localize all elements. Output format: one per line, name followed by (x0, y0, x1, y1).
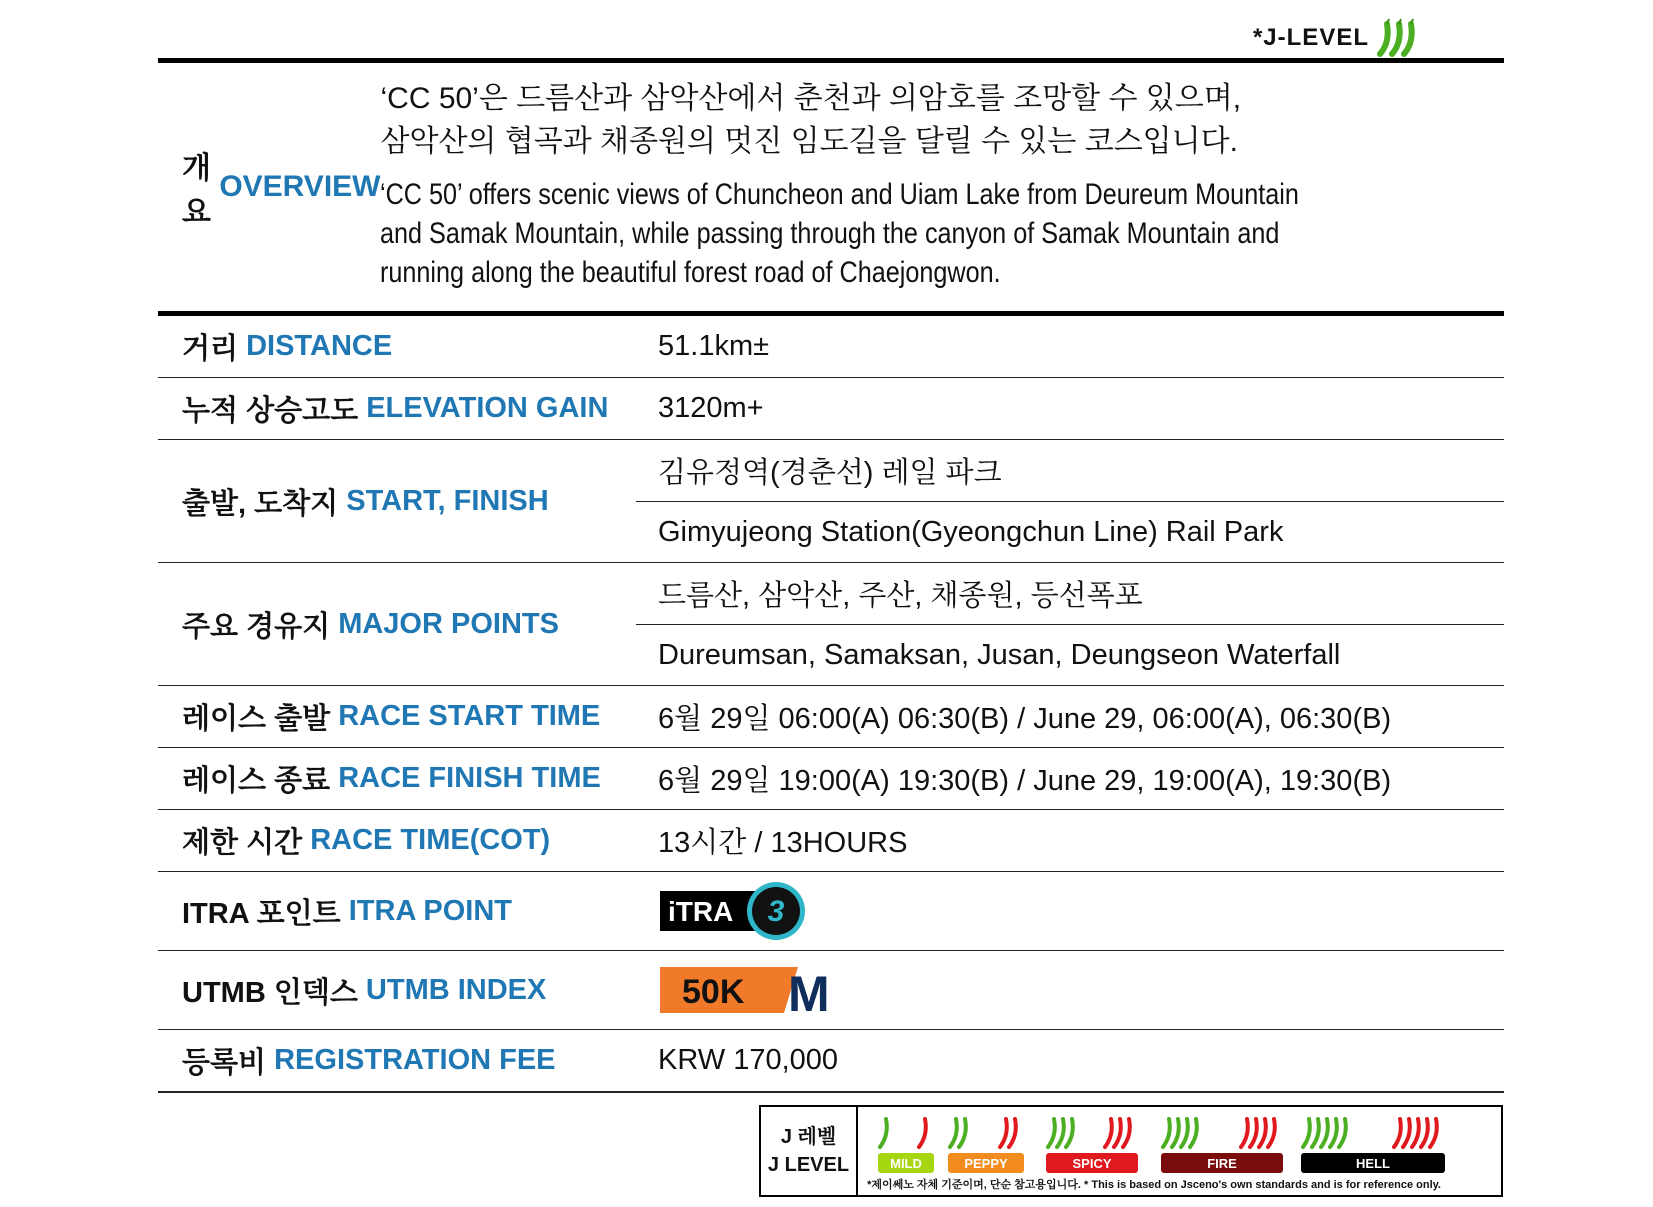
overview-label (158, 63, 380, 311)
fee-label: 등록비 REGISTRATION FEE (182, 1044, 556, 1079)
utmb-badge (636, 963, 1504, 1017)
j-level-legend (759, 1105, 1503, 1197)
overview-ko-line2: 삼악산의 협곡과 채종원의 멋진 임도길을 달릴 수 있는 코스입니다. (380, 125, 1238, 158)
distance-label: 거리 DISTANCE (182, 330, 393, 365)
pepper-icon (1046, 1113, 1138, 1151)
utmb-row (158, 951, 1504, 1030)
time-limit-row (158, 810, 1504, 872)
elevation-row (158, 378, 1504, 440)
utmb-logo (658, 963, 848, 1017)
j-level-header (1253, 18, 1421, 58)
race-finish-label: 레이스 종료 RACE FINISH TIME (182, 762, 601, 797)
level-spicy (1046, 1113, 1138, 1173)
j-level-label: *J-LEVEL (1252, 24, 1369, 51)
itra-logo (658, 879, 808, 943)
level-tag: SPICY (1046, 1153, 1138, 1173)
overview-text (380, 63, 1630, 311)
major-points-value-ko: 드름산, 삼악산, 주산, 채종원, 등선폭포 (658, 580, 1143, 612)
distance-row (158, 316, 1504, 378)
legend-title-en: J LEVEL (767, 1154, 850, 1176)
major-points-label: 주요 경유지 MAJOR POINTS (182, 607, 559, 643)
elevation-value: 3120m+ (658, 392, 764, 424)
utmb-label: UTMB 인덱스 UTMB INDEX (182, 973, 547, 1009)
race-finish-value: 6월 29일 19:00(A) 19:30(B) / June 29, 19:00(A), 19:30(B) (658, 765, 1392, 797)
race-finish-row (158, 748, 1504, 810)
race-info-sheet (158, 58, 1504, 1093)
legend-title-ko: J 레벨 (780, 1126, 837, 1148)
distance-value: 51.1km± (658, 330, 770, 362)
pepper-icon (948, 1113, 1024, 1151)
race-start-row (158, 686, 1504, 748)
level-tag: PEPPY (948, 1153, 1024, 1173)
utmb-m-letter: M (788, 966, 830, 1017)
level-hell (1301, 1113, 1445, 1173)
itra-badge (636, 879, 1504, 943)
race-start-value: 6월 29일 06:00(A) 06:30(B) / June 29, 06:00(A), 06:30(B) (658, 703, 1392, 735)
peppers-icon (1377, 18, 1421, 58)
overview-ko-line1: ‘CC 50’은 드름산과 삼악산에서 춘천과 의암호를 조망할 수 있으며, (380, 82, 1242, 115)
itra-label: ITRA 포인트 ITRA POINT (182, 894, 513, 930)
level-tag: HELL (1301, 1153, 1445, 1173)
overview-en-line2: and Samak Mountain, while passing through the canyon of Samak Mountain and (380, 217, 1280, 250)
legend-title (761, 1107, 858, 1195)
pepper-icon (878, 1113, 934, 1151)
overview-row (158, 63, 1504, 311)
level-mild (878, 1113, 934, 1173)
start-finish-value-en: Gimyujeong Station(Gyeongchun Line) Rail Park (636, 501, 1504, 562)
itra-points: 3 (767, 895, 785, 928)
overview-label-en: OVERVIEW (219, 170, 381, 203)
time-limit-label: 제한 시간 RACE TIME(COT) (182, 824, 551, 859)
legend-footnote: *제이쎄노 자체 기준이며, 단순 참고용입니다. * This is based on Jsceno's own standards and is for reference only. (867, 1179, 1441, 1191)
major-points-value-en: Dureumsan, Samaksan, Jusan, Deungseon Waterfall (636, 624, 1504, 685)
overview-en-line3: running along the beautiful forest road of Chaejongwon. (380, 256, 1002, 289)
level-fire (1161, 1113, 1283, 1173)
start-finish-row (158, 440, 1504, 563)
race-start-label: 레이스 출발 RACE START TIME (182, 700, 601, 735)
overview-en-line1: ‘CC 50’ offers scenic views of Chuncheon and Uiam Lake from Deureum Mountain (380, 178, 1300, 211)
level-peppy (948, 1113, 1024, 1173)
itra-row (158, 872, 1504, 951)
pepper-icon (1301, 1113, 1445, 1151)
itra-badge-text: iTRA (668, 896, 734, 927)
start-finish-value-ko: 김유정역(경춘선) 레일 파크 (658, 457, 1002, 489)
pepper-icon (1161, 1113, 1283, 1151)
legend-levels (858, 1107, 1501, 1195)
elevation-label: 누적 상승고도 ELEVATION GAIN (182, 392, 609, 427)
time-limit-value: 13시간 / 13HOURS (658, 827, 908, 859)
level-tag: FIRE (1161, 1153, 1283, 1173)
major-points-row (158, 563, 1504, 686)
utmb-badge-text: 50K (682, 973, 745, 1011)
overview-label-ko: 개요 (182, 152, 211, 229)
level-tag: MILD (878, 1153, 934, 1173)
start-finish-label: 출발, 도착지 START, FINISH (182, 484, 549, 520)
fee-value: KRW 170,000 (658, 1044, 839, 1076)
fee-row (158, 1030, 1504, 1093)
